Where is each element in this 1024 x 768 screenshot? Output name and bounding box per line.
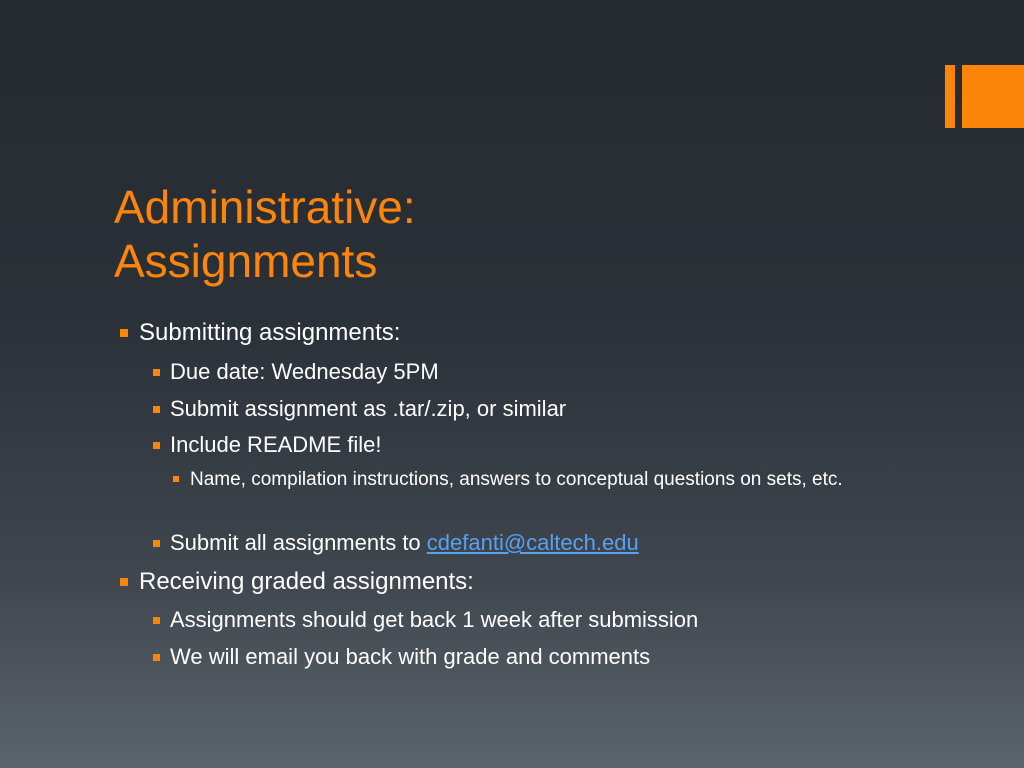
square-bullet-icon <box>120 329 128 337</box>
square-bullet-icon <box>153 654 160 661</box>
bullet-text: Submit all assignments to <box>170 530 427 555</box>
square-bullet-icon <box>153 442 160 449</box>
square-bullet-icon <box>153 369 160 376</box>
email-link[interactable]: cdefanti@caltech.edu <box>426 530 639 555</box>
bullet-readme-detail <box>190 466 880 493</box>
bullet-email-back <box>170 644 650 670</box>
square-bullet-icon <box>120 578 128 586</box>
bullet-receiving-graded <box>139 568 474 596</box>
bullet-include-readme <box>170 432 382 458</box>
bullet-submitting-assignments <box>139 319 400 347</box>
bullet-return-time <box>170 607 698 633</box>
slide-title-line-1: Administrative: <box>114 181 416 233</box>
bullet-text: We will email you back with grade and comments <box>170 644 651 669</box>
square-bullet-icon <box>153 540 160 547</box>
bullet-text: Submit assignment as .tar/.zip, or similar <box>170 396 567 421</box>
bullet-submit-all <box>170 530 639 556</box>
square-bullet-icon <box>153 617 160 624</box>
bullet-text: Receiving graded assignments: <box>139 568 474 595</box>
bullet-text: Include README file! <box>170 432 382 457</box>
bullet-due-date <box>170 359 439 385</box>
bullet-text: Name, compilation instructions, answers to conceptual questions on sets, etc. <box>190 469 843 490</box>
bullet-text: Assignments should get back 1 week after submission <box>170 607 699 632</box>
bullet-text: Due date: Wednesday 5PM <box>170 359 439 384</box>
square-bullet-icon <box>173 476 179 482</box>
bullet-submission-format <box>170 396 566 422</box>
square-bullet-icon <box>153 406 160 413</box>
bullet-text: Submitting assignments: <box>139 319 401 346</box>
slide-title-line-2: Assignments <box>114 235 378 287</box>
